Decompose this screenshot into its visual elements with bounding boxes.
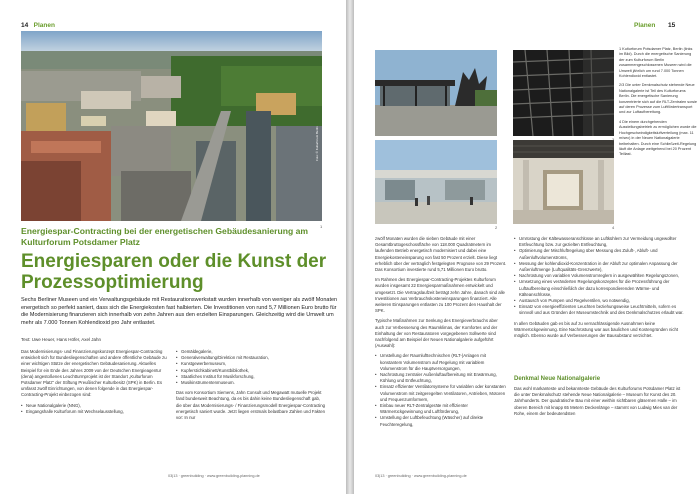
list-item: • Generalverwaltung/Direktion mit Restauration, [176,355,326,361]
right-page [354,0,700,494]
page-header [634,22,675,29]
list-item: • Neue Nationalgalerie (NNG), [21,403,169,409]
page-number: 15 [667,22,676,29]
list-item: • Umstellung der Luftbefeuchtung (Wäscher) auf direkte Feuchteregelung, [375,415,507,427]
list-item: • Umrüstung der Kältewasseranschlüsse an Luftkühlern zur Vermeidung ungewollter Entfeuchtung bzw. zur gezielten Entfeuchtung, [514,236,684,248]
article-headline: Energiesparen oder die Kunst der Prozessoptimierung [21,251,327,293]
section-subheading: Denkmal Neue Nationalgalerie [514,376,601,382]
list-item: • Nachrüstung von variablen Volumenstromreglern in ausgewählten Regelungszonen, [514,273,684,279]
text-column-2 [176,349,326,425]
caption: 1 Kulturforum Potsdamer Platz, Berlin (links im Bild). Durch die energetische Sanierung der zum Kulturforum Berlin zusammengeschlossenen Museen wird die Umwelt jährlich um rund 7.000 Tonnen Kohlendioxid entlastet. [619,47,693,79]
list-item: • Umsetzung eines veränderten Regelungskonzeptes für die Prozessführung der Luftaufbereitung einschließlich der dazu korrespondierenden Wärme- und Kälteanschlüsse, [514,279,684,298]
article-lead: Sechs Berliner Museen und ein Verwaltungsgebäude mit Restaurationswerkstatt wurden innerhalb von weniger als zwölf Monaten energetisch so perfekt saniert, dass sich die Energiekosten fast halbierten. Die Investitionen von rund 5,7 Millionen Euro brutto für die Modernisierung finanzieren sich innerhalb von zehn Jahren aus den erzielten Einsparungen. Gleichzeitig wird die Umwelt um mehr als 7.000 Tonnen Kohlendioxid pro Jahr entlastet. [21,297,338,327]
measures-list [375,353,507,427]
body-paragraph: In allen Gebäuden gab es bis auf zu vernachlässigende Ausnahmen keine Wärmerückgewinnung. Eine Nachrüstung war aus baulichen und Kostengründen nicht möglich. Ebenso wurde auf Verbesserungen der Bausubstanz verzichtet. [514,320,679,339]
list-item: • Musikinstrumentenmuseum. [176,380,326,386]
article-deck: Energiespar-Contracting bei der energetischen Gebäudesanierung am Kulturforum Potsdamer Platz [21,226,309,247]
list-item: • Umstellung der Raumlufttechnischen (RLT-)Anlagen mit konstantem Volumenstrom auf Regelung mit variablem Volumenstrom für die Hauptversorgungen, [375,353,507,372]
body-paragraph: Typische Maßnahmen zur Senkung des Energieverbrauchs aber auch zur Verbesserung des Raumklimas, der Komfortes und der Einhaltung der von Restauratoren vorgegebenen Sollwerte sind nachfolgend am Beispiel der Neuen Nationalgalerie aufgeführt (Auswahl): [375,318,498,349]
text-column-2-continued [514,386,684,421]
city-aerial-photo [21,31,322,221]
figure-number: 3 [612,137,615,142]
book-gutter [346,0,354,494]
interior-hall-photo [513,140,614,224]
list-item: • Austausch von Pumpen und Regelventilen, wo notwendig, [514,298,684,304]
list-item: • Einbau neuer RLT-Zentralgeräte mit effizienter Wärmerückgewinnung und Luftförderung, [375,403,507,415]
ceiling-grid-photo [513,50,614,136]
body-paragraph: zwölf Monaten wurden die sieben Gebäude mit einer Gesamtbruttogeschossfläche von 118.000 Quadratmetern im laufenden Betrieb energetisch modernisiert und dabei eine Energiekosteneinsparung von fast 50 Prozent erzielt. Diese liegt erheblich über der vertraglich festgelegten Prognose von 29 Prozent. Das Konsortium investierte rund 5,71 Millionen Euro brutto. [375,236,507,273]
building-plaza-photo [375,140,497,224]
section-label: Planen [33,22,55,29]
caption: 2/3 Die unter Denkmalschutz stehende Neue Nationalgalerie ist Teil des Kulturforums Berlin. Die energetische Sanierung konzentrierte sich auf die RLT-Zentralen sowie auf deren Prozesse zum Luftfördertransport und zur Luftaufbereitung. [619,83,698,115]
list-item: • Kunstgewerbemuseum, [176,361,326,367]
list-item: • Eingangshalle Kulturforum mit Wechselausstellung, [21,409,169,415]
text-column-2 [514,236,684,343]
byline: Text: Uwe Heuer, Hans Höfer, Axel Jahn [21,337,102,342]
page-header [21,22,55,29]
text-column-1 [21,349,169,415]
figure-number: 2 [495,225,498,230]
body-paragraph: Das vom Konsortium Siemens, Jahn Consult und Megawatt mutuelle Projekt fand bundesweit Beachtung, da es bis dahin keine Bundesliegenschaft gab, die über das Modernisierungs- / Finanzierungsmodell Energiespar-Contracting energetisch saniert wurde. Jetzt liegen erstmals belastbare Zahlen und Fakten vor: In nur [176,390,326,421]
image-captions [619,47,697,162]
list-item: • Gemäldegalerie, [176,349,326,355]
page-number: 14 [21,22,29,29]
left-page [0,0,346,494]
list-item: • Nachrüstung zentraler Außenluftaufbereitung mit Erwärmung, Kühlung und Entfeuchtung, [375,372,507,384]
body-paragraph: Das wohl markanteste und bekannteste Gebäude des Kulturforums Potsdamer Platz ist die unter Denkmalschutz stehende Neue Nationalgalerie – Museum für Kunst des 20. Jahrhunderts. Der quadratische Bau mit einer weithin sichtbaren gläsernen Halle – im oberen Bereich mit knapp 65 Metern Deckenlänge – stammt von Ludwig Mies van der Rohe, einem der bedeutendsten [514,386,681,416]
list-item: • Einsatz effizienter Ventilatorsysteme für variablen oder konstanten Volumenstrom mit zeitgeregelten Ventilatoren, Antrieben, Motoren und Frequenzumformern, [375,384,507,403]
body-paragraph: Das Modernisierungs- und Finanzierungskonzept Energiespar-Contracting entwickelt sich für Bundesliegenschaften und andere öffentliche Gebäude zu einer wichtigen Stütze der energetischen Gebäudesanierung. Aktuelles Beispiel für ein Ende des Jahres 2009 von der Deutschen Energieagentur (dena) angestoßenes Leuchtturmprojekt ist der Standort „Kulturforum Potsdamer Platz" der Stiftung Preußischer Kulturbesitz (SPK) in Berlin. Es umfasst zwölf Einrichtungen, von denen folgende in das Energiespar-Contracting-Projekt einbezogen sind: [21,349,167,398]
list-item: • Staatliches Institut für Musikforschung, [176,374,326,380]
list-item: • Einsatz von energieeffizienten Leuchten beziehungsweise Leuchtmitteln, sofern es sinnvoll und aus Gründen der Museumstechnik und des Denkmalschutzes erlaubt war. [514,304,684,316]
figure-number: 1 [320,224,323,229]
section-label: Planen [634,22,656,29]
list-item: • Messung der kohlendioxid-Konzentration in der Abluft zur optimalen Anpassung der Außenluftmenge (Luftqualitäts-Grenzwerte), [514,261,684,273]
text-column-1 [375,236,507,428]
nationalgalerie-exterior-photo [375,50,497,136]
photo-credit: Foto: © Kulturforum Berlin [315,126,319,161]
measures-list [514,236,684,317]
body-paragraph: Im Rahmen des Energiespar-Contracting-Projektes Kulturforum wurden insgesamt 22 Energiesparmaßnahmen entwickelt und umgesetzt. Die Vertragslaufzeit beträgt zehn Jahre, danach sind alle Investitionen aus Verbrauchskosteneinsparungen finanziert. Alle weiteren Einsparungen entlasten zu 100 Prozent den Haushalt der SPK. [375,277,505,314]
page-footer: 03|13 · greenbuilding · www.greenbuilding-planning.de [168,474,260,478]
museum-list [176,349,326,386]
museum-list [21,403,169,415]
list-item: • Optimierung der Mischluftregelung über Messung des Zuluft-, Abluft- und Außenluftvolumenstroms, [514,248,684,260]
page-footer: 03|13 · greenbuilding · www.greenbuilding-planning.de [375,474,467,478]
caption: 4 Die einem durchgehenden Ausstellungsbetrieb zu ermöglichen wurde die Hochgeschwindigkeitsluftverteilung (max. 11 m/sec) in der Neuen Nationalgalerie beibehalten. Durch eine Schließzeit-Regelung läuft die Anlage weitgehend bei 20 Prozent Teillast. [619,119,697,157]
figure-number: 4 [612,225,615,230]
list-item: • Kupferstichkabinett/Kunstbibliothek, [176,368,326,374]
